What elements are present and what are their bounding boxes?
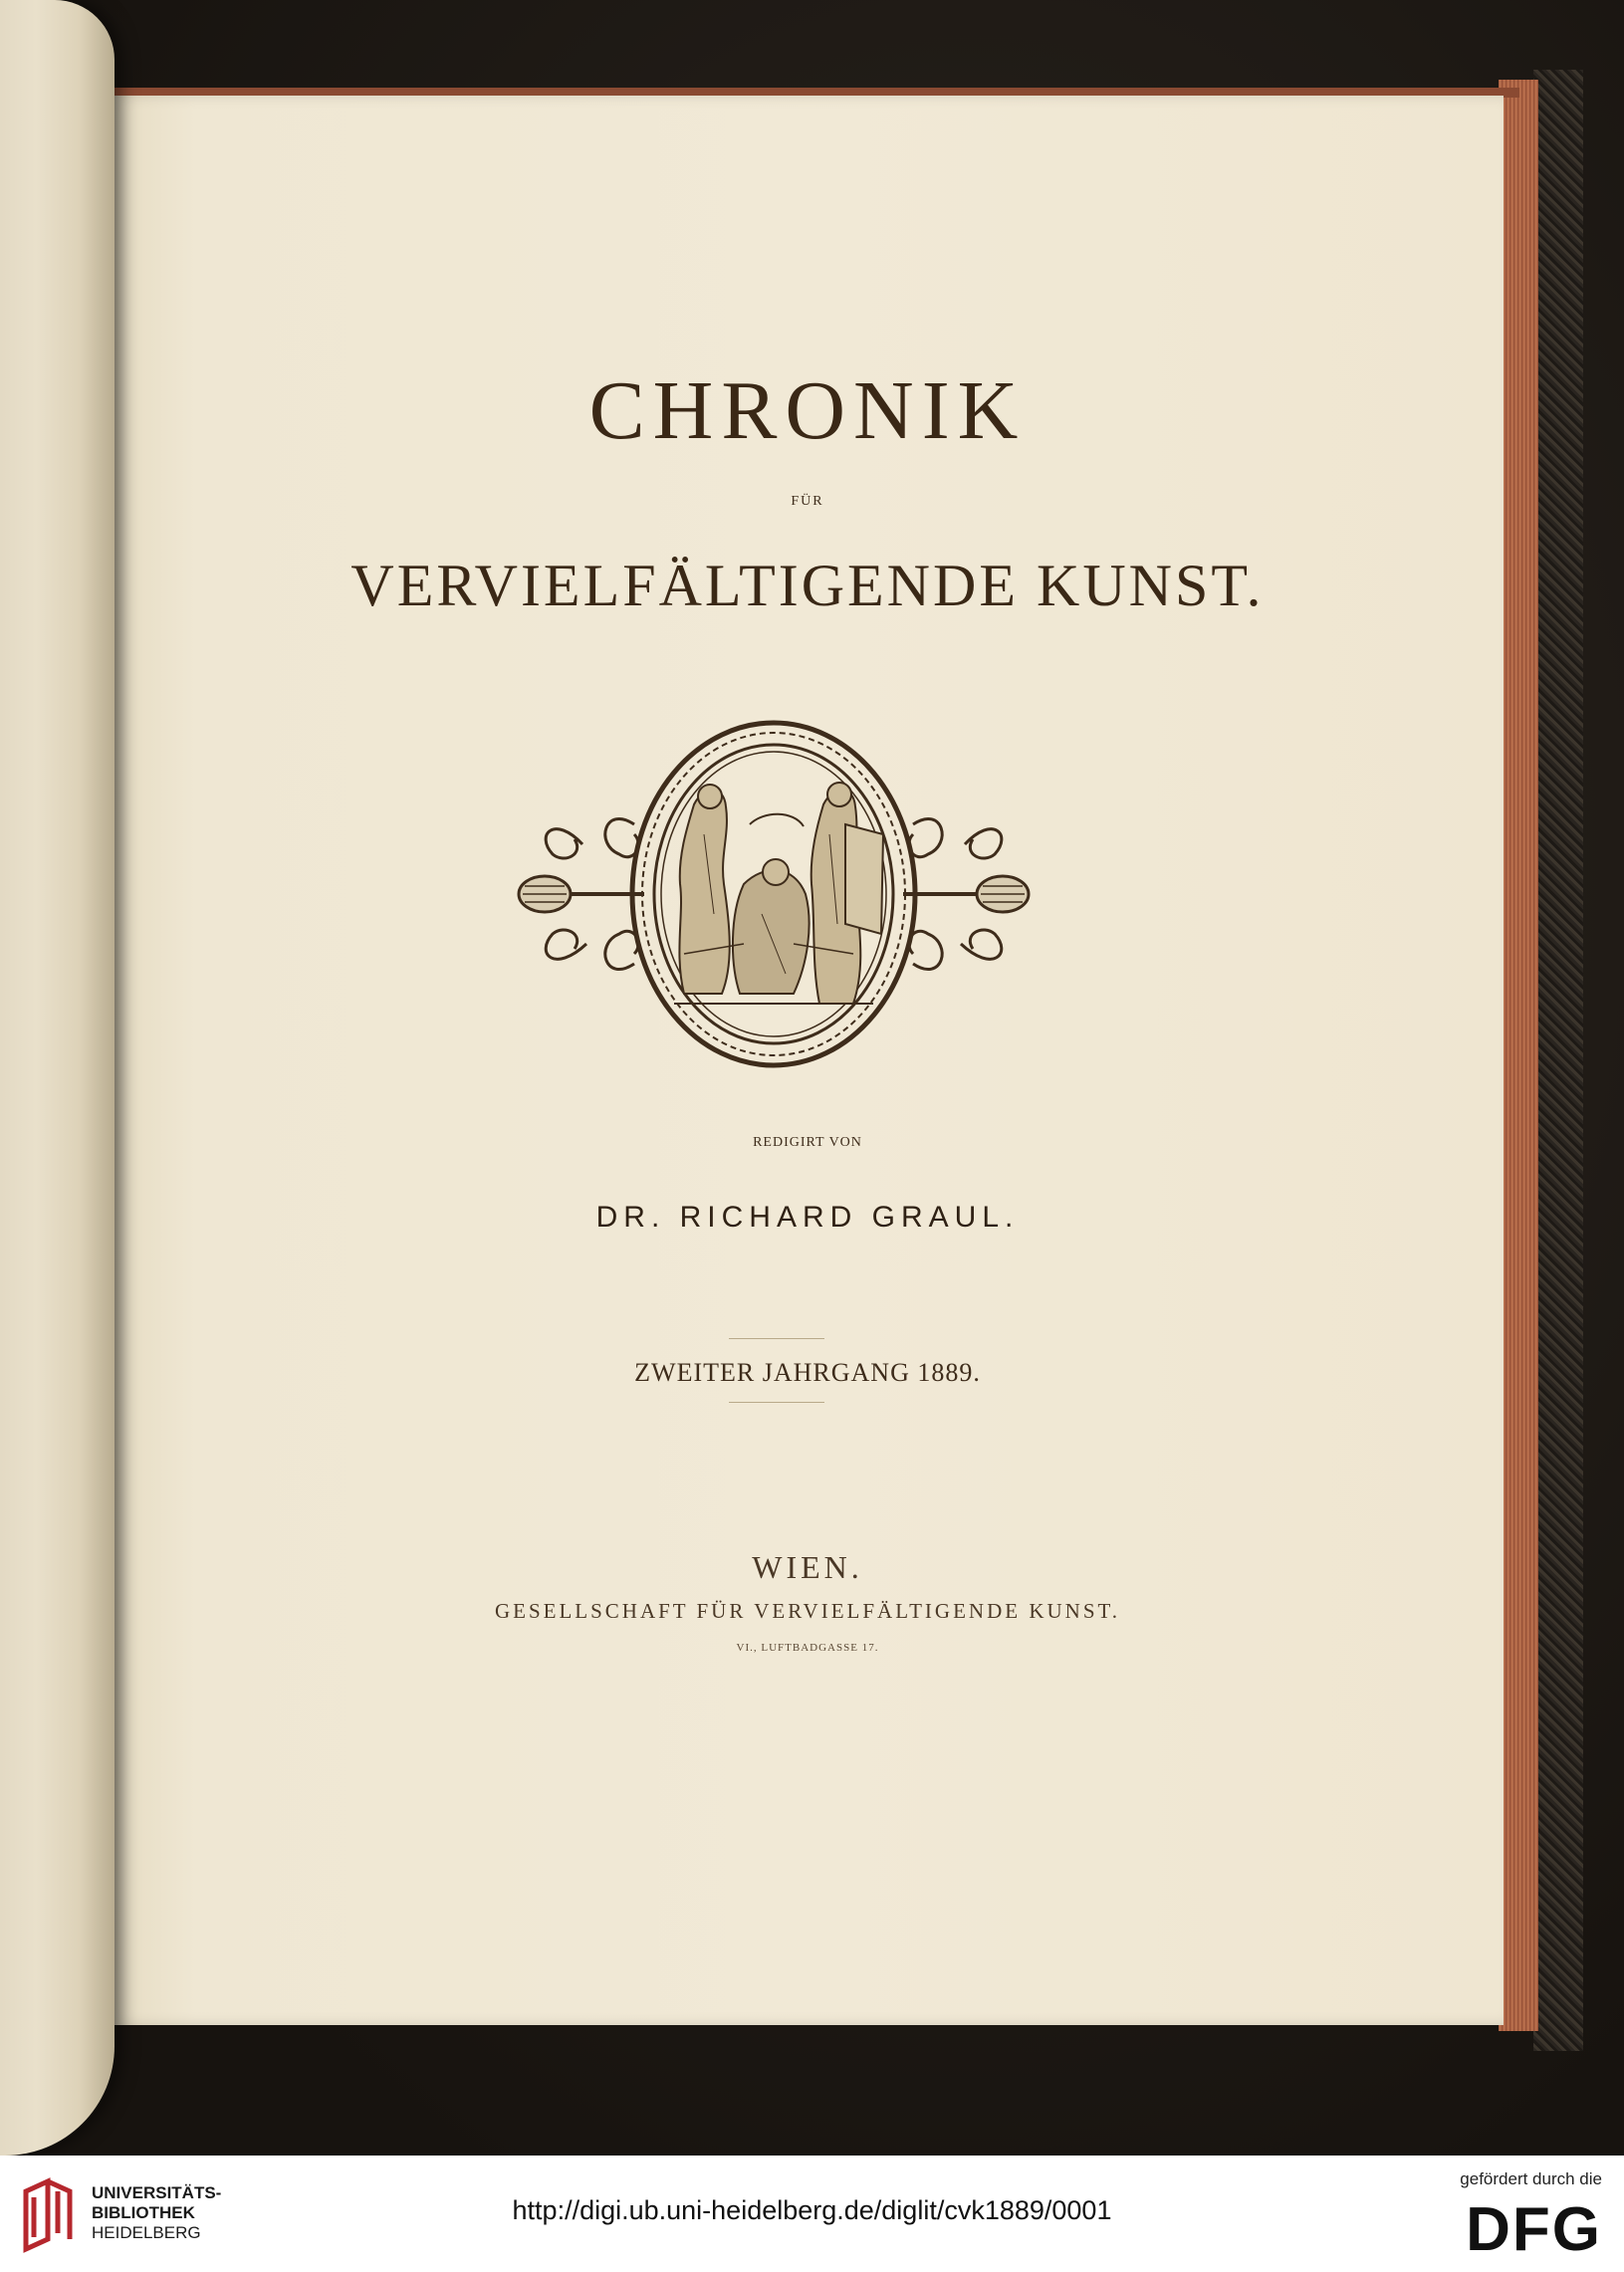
ornamental-rule — [729, 1338, 824, 1339]
permalink-url[interactable]: http://digi.ub.uni-heidelberg.de/diglit/cvk1889/0001 — [512, 2195, 1112, 2225]
publication-city: WIEN. — [752, 1549, 863, 1585]
library-name-line: UNIVERSITÄTS- — [92, 2183, 222, 2202]
page-subtitle: VERVIELFÄLTIGENDE KUNST. — [350, 553, 1265, 618]
volume-year: ZWEITER JAHRGANG 1889. — [634, 1358, 981, 1387]
title-page — [112, 96, 1504, 2025]
page-edges — [1499, 80, 1538, 2031]
left-page-curl — [0, 0, 115, 2156]
engraved-medallion-vignette — [495, 715, 1052, 1073]
publisher-address: VI., LUFTBADGASSE 17. — [736, 1642, 879, 1654]
book-cover-board — [1533, 70, 1583, 2051]
editor-intro: REDIGIRT VON — [753, 1135, 862, 1150]
dfg-logo[interactable]: DFG — [1466, 2195, 1602, 2264]
funding-note: gefördert durch die — [1460, 2169, 1602, 2188]
page-title: CHRONIK — [588, 364, 1027, 457]
ornamental-rule — [729, 1402, 824, 1403]
viewer-footer — [0, 2156, 1624, 2272]
title-connector: FÜR — [791, 494, 824, 509]
editor-name: DR. RICHARD GRAUL. — [595, 1201, 1020, 1234]
library-name-line: HEIDELBERG — [92, 2223, 201, 2242]
publisher-name: GESELLSCHAFT FÜR VERVIELFÄLTIGENDE KUNST. — [494, 1599, 1121, 1623]
library-name-line: BIBLIOTHEK — [92, 2203, 195, 2222]
